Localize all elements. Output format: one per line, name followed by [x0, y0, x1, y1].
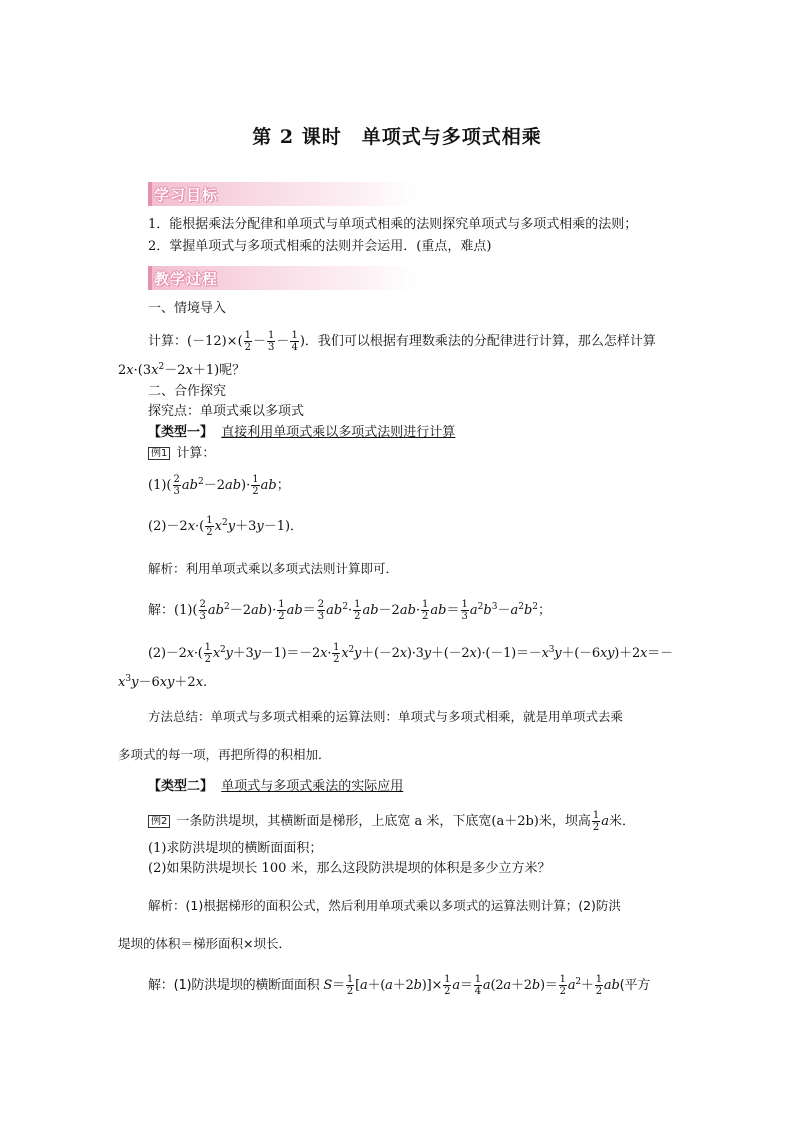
method-summary: 方法总结：单项式与多项式相乘的运算法则：单项式与多项式相乘，就是用单项式去乘: [148, 709, 624, 724]
analysis-2: 解析：(1)根据梯形的面积公式，然后利用单项式乘以多项式的运算法则计算；(2)防洪: [148, 898, 621, 913]
solution-2: 解：(1)防洪堤坝的横断面面积 S＝ $\frac{1}{2}$ [a＋(a＋2b)]× $\frac{1}{2}$ a＝ $\frac{1}{4}$ a(2a＋2b)＝ $\frac{1}{2}$ $a^2+$ $\frac{1}{2}$ ab(平方: [148, 974, 651, 997]
goal-1: 1．能根据乘法分配律和单项式与单项式相乘的法则探究单项式与多项式相乘的法则；: [148, 217, 638, 232]
analysis-1: 解析：利用单项式乘以多项式法则计算即可．: [148, 561, 399, 576]
example-badge: 例1: [148, 447, 170, 460]
type1-heading: 【类型一】 直接利用单项式乘以多项式法则进行计算: [148, 425, 456, 440]
example-2-question-1: (1)求防洪堤坝的横断面面积；: [148, 841, 323, 856]
type2-heading: 【类型二】 单项式与多项式乘法的实际应用: [148, 779, 404, 794]
solution-1-part-2-cont: $x^3y-6xy+2x$.: [118, 674, 208, 690]
solution-1-part-2: (2)－2x·( $\frac{1}{2}$ $x^2y+3y-1)=-2x\cdot$ $\frac{1}{2}$ $x^2y+(-2x)\cdot 3y+(-2x)\cdot(-1)=-x^3y+(-6xy)+2x=-$: [148, 642, 673, 665]
example-1-part-2: (2)－2x·( $\frac{1}{2}$ $x^2y+3y-1$)．: [148, 515, 304, 538]
example-badge: 例2: [148, 815, 170, 828]
example-2: 例2 一条防洪堤坝，其横断面是梯形，上底宽 a 米，下底宽(a＋2b)米，坝高 $\frac{1}{2}$ a米．: [148, 810, 635, 833]
method-summary-cont: 多项式的每一项，再把所得的积相加．: [118, 747, 331, 762]
intro-calc-line: 计算：(－12)×( $\frac{1}{2}$ － $\frac{1}{3}$ － $\frac{1}{4}$ )．我们可以根据有理数乘法的分配律进行计算，那么怎样计算: [148, 330, 656, 353]
intro-heading: 一、情境导入: [148, 301, 227, 316]
intro-calc-line-2: $2x\cdot(3x^2-2x+1)$呢？: [118, 362, 246, 378]
explore-heading: 二、合作探究: [148, 384, 227, 399]
goal-2: 2．掌握单项式与多项式相乘的法则并会运用．(重点，难点): [148, 239, 492, 254]
solution-1-part-1: 解：(1)( $\frac{2}{3}$ $ab^2-2ab)\cdot$ $\frac{1}{2}$ ab＝ $\frac{2}{3}$ $ab^2\cdot$ $\frac{1}{2}$ ab－2ab· $\frac{1}{2}$ ab＝ $\frac{1}{3}$ $a^2b^3-a^2b^2$；: [148, 599, 552, 622]
section-banner-process: 教学过程: [148, 266, 418, 290]
example-2-question-2: (2)如果防洪堤坝长 100 米，那么这段防洪堤坝的体积是多少立方米？: [148, 861, 551, 876]
explore-point: 探究点：单项式乘以多项式: [148, 404, 305, 419]
analysis-2-cont: 堤坝的体积＝梯形面积×坝长．: [118, 936, 291, 951]
section-banner-goals: 学习目标: [148, 182, 418, 206]
example-1: 例1 计算：: [148, 445, 215, 463]
example-1-part-1: (1)( $\frac{2}{3}$ $ab^2-2ab)\cdot$ $\frac{1}{2}$ ab；: [148, 474, 290, 497]
page-title: 第 2 课时 单项式与多项式相乘: [252, 126, 542, 148]
